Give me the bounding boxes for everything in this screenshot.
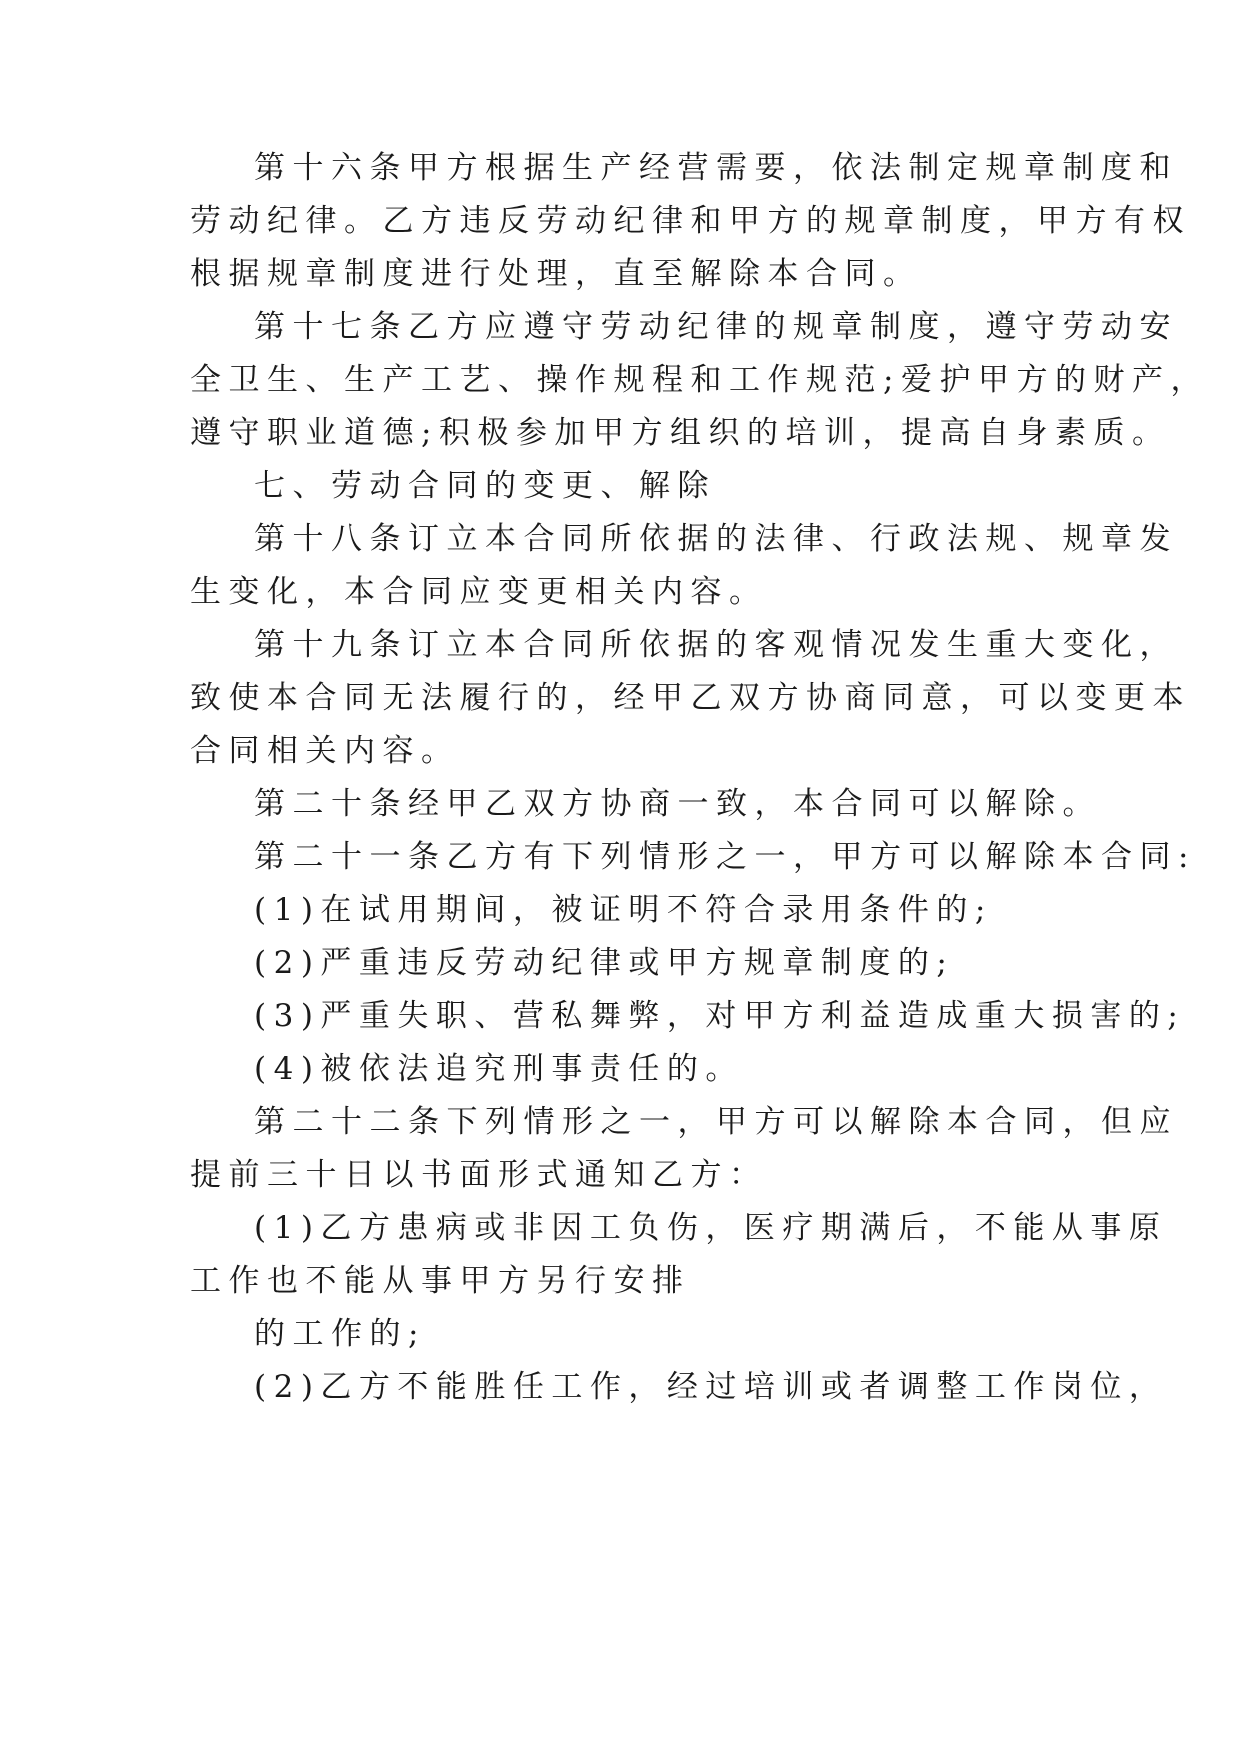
section-heading: 七、劳动合同的变更、解除 — [254, 468, 716, 504]
text-line: 合同相关内容。 — [190, 733, 460, 769]
text-line: 根据规章制度进行处理，直至解除本合同。 — [190, 256, 922, 292]
text-line: 致使本合同无法履行的，经甲乙双方协商同意，可以变更本 — [190, 680, 1191, 716]
text-line: 第二十一条乙方有下列情形之一，甲方可以解除本合同: — [254, 839, 1196, 875]
text-line: 提前三十日以书面形式通知乙方： — [190, 1157, 768, 1193]
text-line: 的工作的; — [254, 1316, 426, 1352]
list-item: (3)严重失职、营私舞弊，对甲方利益造成重大损害的; — [254, 998, 1186, 1034]
text-line: 第十八条订立本合同所依据的法律、行政法规、规章发 — [254, 521, 1178, 557]
text-line: 全卫生、生产工艺、操作规程和工作规范;爱护甲方的财产， — [190, 362, 1209, 398]
text-line: 第二十二条下列情形之一，甲方可以解除本合同，但应 — [254, 1104, 1178, 1140]
text-line: 第十九条订立本合同所依据的客观情况发生重大变化， — [254, 627, 1178, 663]
text-line: 生变化，本合同应变更相关内容。 — [190, 574, 768, 610]
list-item: (4)被依法追究刑事责任的。 — [254, 1051, 744, 1087]
text-line: 第十七条乙方应遵守劳动纪律的规章制度，遵守劳动安 — [254, 309, 1178, 345]
text-line: 第二十条经甲乙双方协商一致，本合同可以解除。 — [254, 786, 1101, 822]
list-item: (2)乙方不能胜任工作，经过培训或者调整工作岗位， — [254, 1369, 1168, 1405]
text-line: 第十六条甲方根据生产经营需要，依法制定规章制度和 — [254, 150, 1178, 186]
list-item: (2)严重违反劳动纪律或甲方规章制度的; — [254, 945, 955, 981]
text-line: 劳动纪律。乙方违反劳动纪律和甲方的规章制度，甲方有权 — [190, 203, 1191, 239]
list-item: (1)乙方患病或非因工负伤，医疗期满后，不能从事原 — [254, 1210, 1168, 1246]
text-line: 工作也不能从事甲方另行安排 — [190, 1263, 691, 1299]
text-line: 遵守职业道德;积极参加甲方组织的培训，提高自身素质。 — [190, 415, 1171, 451]
list-item: (1)在试用期间，被证明不符合录用条件的; — [254, 892, 993, 928]
